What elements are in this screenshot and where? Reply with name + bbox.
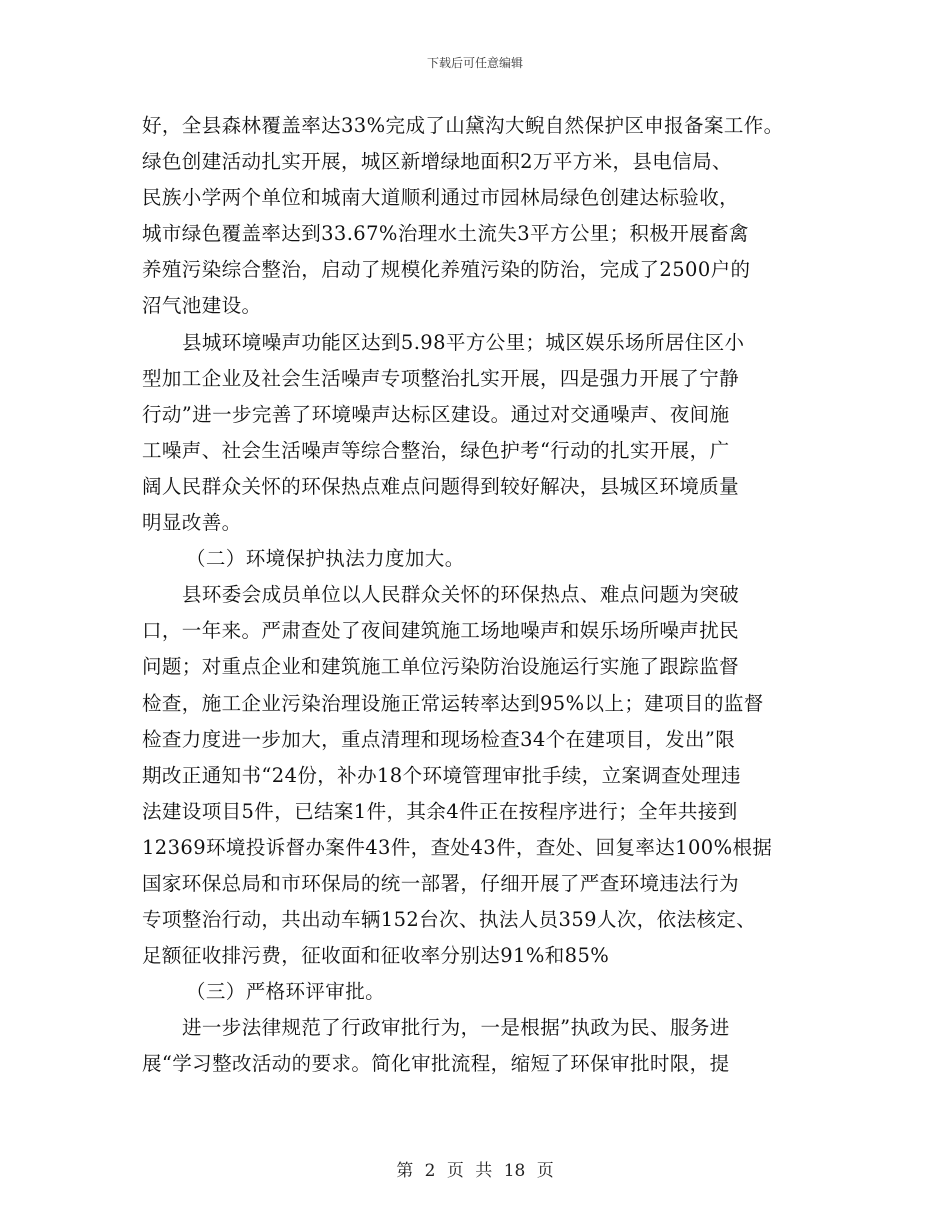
text-line: 期改正通知书“24份，补办18个环境管理审批手续，立案调查处理违	[142, 763, 741, 787]
text-line: 沼气池建设。	[142, 294, 262, 318]
page-header: 下载后可任意编辑	[426, 56, 523, 70]
text-line: 城市绿色覆盖率达到33.67%治理水土流失3平方公里；积极开展畜禽	[142, 222, 749, 246]
text-line: 绿色创建活动扎实开展，城区新增绿地面积2万平方米，县电信局、	[142, 150, 732, 174]
paragraph-start-line: 县城环境噪声功能区达到5.98平方公里；城区娱乐场所居住区小	[182, 330, 745, 354]
text-line: 法建设项目5件，已结案1件，其余4件正在按程序进行；全年共接到	[142, 799, 738, 823]
document-body	[142, 108, 822, 1083]
paragraph-start-line: 县环委会成员单位以人民群众关怀的环保热点、难点问题为突破	[182, 583, 740, 607]
text-line: 型加工企业及社会生活噪声专项整治扎实开展，四是强力开展了宁静	[142, 366, 740, 390]
text-line: 民族小学两个单位和城南大道顺利通过市园林局绿色创建达标验收，	[142, 186, 740, 210]
text-line: 12369环境投诉督办案件43件，查处43件，查处、回复率达100%根据	[142, 835, 773, 859]
text-line: 工噪声、社会生活噪声等综合整治，绿色护考“行动的扎实开展，广	[142, 438, 730, 462]
text-line: 口，一年来。严肃查处了夜间建筑施工场地噪声和娱乐场所噪声扰民	[142, 619, 740, 643]
text-line: 阔人民群众关怀的环保热点难点问题得到较好解决，县城区环境质量	[142, 474, 740, 498]
text-line: 国家环保总局和市环保局的统一部署，仔细开展了严查环境违法行为	[142, 871, 740, 895]
text-line: 养殖污染综合整治，启动了规模化养殖污染的防治，完成了2500户的	[142, 258, 751, 282]
text-line: 检查力度进一步加大，重点清理和现场检查34个在建项目，发出”限	[142, 727, 736, 751]
text-line: 专项整治行动，共出动车辆152台次、执法人员359人次，依法核定、	[142, 908, 757, 932]
text-line: 展“学习整改活动的要求。简化审批流程，缩短了环保审批时限，提	[142, 1052, 730, 1076]
section-heading: （二）环境保护执法力度加大。	[186, 547, 465, 571]
section-heading: （三）严格环评审批。	[186, 980, 386, 1004]
paragraph-start-line: 进一步法律规范了行政审批行为，一是根据”执政为民、服务进	[182, 1016, 730, 1040]
text-line: 问题；对重点企业和建筑施工单位污染防治设施运行实施了跟踪监督	[142, 655, 740, 679]
text-line: 足额征收排污费，征收面和征收率分别达91%和85%	[142, 944, 610, 968]
page-number: 第 2 页 共 18 页	[396, 1161, 554, 1181]
text-line: 明显改善。	[142, 511, 242, 535]
text-line: 行动”进一步完善了环境噪声达标区建设。通过对交通噪声、夜间施	[142, 402, 730, 426]
text-line: 检查，施工企业污染治理设施正常运转率达到95%以上；建项目的监督	[142, 691, 764, 715]
text-line: 好，全县森林覆盖率达33%完成了山黛沟大鲵自然保护区申报备案工作。	[142, 114, 784, 137]
